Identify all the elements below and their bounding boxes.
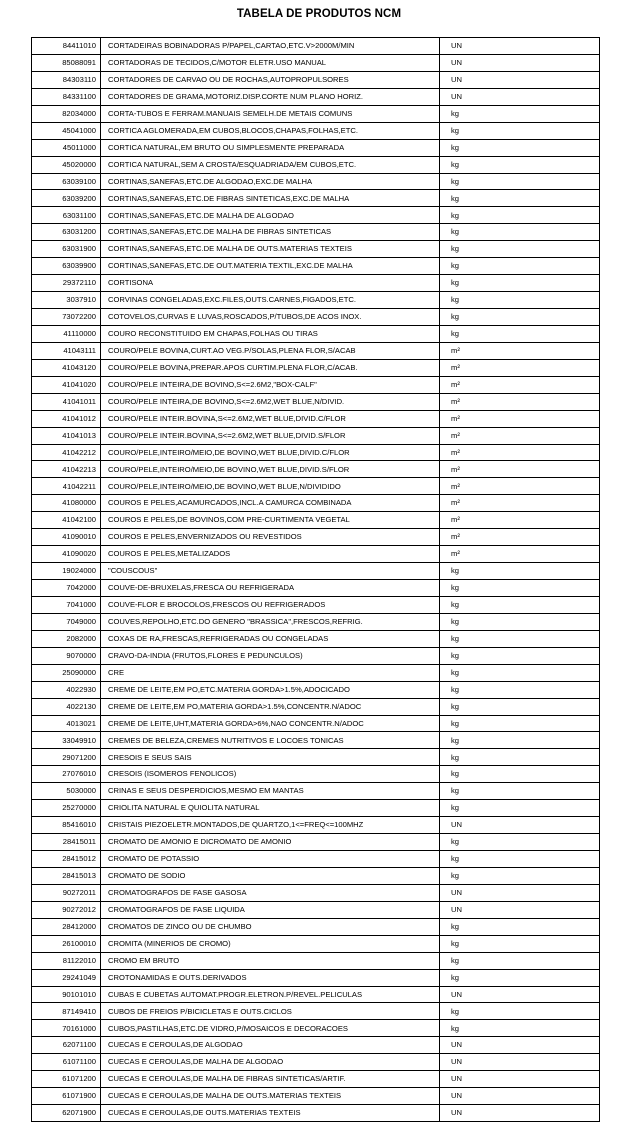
ncm-code-cell: 63039900 [32, 258, 101, 275]
table-row [32, 1071, 600, 1088]
table-row [32, 258, 600, 275]
table-row [32, 71, 600, 88]
ncm-code-cell: 45011000 [32, 139, 101, 156]
unit-cell: kg [440, 580, 600, 597]
ncm-code-cell: 26100010 [32, 935, 101, 952]
table-row [32, 241, 600, 258]
unit-cell: kg [440, 867, 600, 884]
description-cell: COUVE-FLOR E BROCOLOS,FRESCOS OU REFRIGERADOS [101, 596, 440, 613]
ncm-code-cell: 63031200 [32, 224, 101, 241]
description-cell: COXAS DE RA,FRESCAS,REFRIGERADAS OU CONGELADAS [101, 630, 440, 647]
table-row [32, 681, 600, 698]
description-cell: CUECAS E CEROULAS,DE MALHA DE ALGODAO [101, 1054, 440, 1071]
unit-cell: kg [440, 190, 600, 207]
ncm-code-cell: 41041013 [32, 427, 101, 444]
table-row [32, 867, 600, 884]
table-row [32, 38, 600, 55]
unit-cell: m² [440, 376, 600, 393]
table-row [32, 901, 600, 918]
unit-cell: UN [440, 38, 600, 55]
table-row [32, 664, 600, 681]
table-row [32, 156, 600, 173]
description-cell: CORVINAS CONGELADAS,EXC.FILES,OUTS.CARNES,FIGADOS,ETC. [101, 292, 440, 309]
ncm-code-cell: 90101010 [32, 986, 101, 1003]
description-cell: CREME DE LEITE,EM PO,MATERIA GORDA>1.5%,CONCENTR.N/ADOC [101, 698, 440, 715]
table-row [32, 800, 600, 817]
description-cell: COUROS E PELES,ACAMURCADOS,INCL.A CAMURCA COMBINADA [101, 495, 440, 512]
table-row [32, 275, 600, 292]
description-cell: COURO/PELE BOVINA,PREPAR.APOS CURTIM.PLENA FLOR,C/ACAB. [101, 359, 440, 376]
description-cell: CROMO EM BRUTO [101, 952, 440, 969]
table-row [32, 766, 600, 783]
unit-cell: UN [440, 1105, 600, 1122]
unit-cell: kg [440, 207, 600, 224]
unit-cell: kg [440, 800, 600, 817]
description-cell: CRINAS E SEUS DESPERDICIOS,MESMO EM MANTAS [101, 783, 440, 800]
unit-cell: m² [440, 393, 600, 410]
table-row [32, 715, 600, 732]
table-row [32, 495, 600, 512]
unit-cell: kg [440, 1003, 600, 1020]
unit-cell: m² [440, 427, 600, 444]
unit-cell: kg [440, 783, 600, 800]
ncm-code-cell: 87149410 [32, 1003, 101, 1020]
unit-cell: kg [440, 241, 600, 258]
description-cell: COURO RECONSTITUIDO EM CHAPAS,FOLHAS OU TIRAS [101, 325, 440, 342]
unit-cell: m² [440, 512, 600, 529]
ncm-code-cell: 41090010 [32, 529, 101, 546]
table-row [32, 596, 600, 613]
description-cell: CROMATO DE SODIO [101, 867, 440, 884]
unit-cell: m² [440, 359, 600, 376]
ncm-code-cell: 62071100 [32, 1037, 101, 1054]
unit-cell: kg [440, 952, 600, 969]
table-row [32, 444, 600, 461]
table-row [32, 224, 600, 241]
description-cell: CROMATOGRAFOS DE FASE GASOSA [101, 884, 440, 901]
products-table-body [32, 38, 600, 1122]
ncm-code-cell: 3037910 [32, 292, 101, 309]
unit-cell: UN [440, 71, 600, 88]
table-row [32, 105, 600, 122]
table-row [32, 309, 600, 326]
unit-cell: kg [440, 596, 600, 613]
table-row [32, 613, 600, 630]
description-cell: COUROS E PELES,DE BOVINOS,COM PRE-CURTIMENTA VEGETAL [101, 512, 440, 529]
unit-cell: kg [440, 630, 600, 647]
table-row [32, 512, 600, 529]
ncm-code-cell: 41043120 [32, 359, 101, 376]
unit-cell: kg [440, 715, 600, 732]
description-cell: CORTA-TUBOS E FERRAM.MANUAIS SEMELH.DE METAIS COMUNS [101, 105, 440, 122]
table-row [32, 410, 600, 427]
unit-cell: UN [440, 901, 600, 918]
table-row [32, 190, 600, 207]
ncm-code-cell: 5030000 [32, 783, 101, 800]
description-cell: CORTADORAS DE TECIDOS,C/MOTOR ELETR.USO MANUAL [101, 54, 440, 71]
ncm-code-cell: 4022130 [32, 698, 101, 715]
description-cell: CORTINAS,SANEFAS,ETC.DE MALHA DE ALGODAO [101, 207, 440, 224]
ncm-code-cell: 29241049 [32, 969, 101, 986]
description-cell: COURO/PELE INTEIR.BOVINA,S<=2.6M2,WET BLUE,DIVID.S/FLOR [101, 427, 440, 444]
description-cell: COTOVELOS,CURVAS E LUVAS,ROSCADOS,P/TUBOS,DE ACOS INOX. [101, 309, 440, 326]
table-row [32, 529, 600, 546]
unit-cell: kg [440, 275, 600, 292]
description-cell: CORTINAS,SANEFAS,ETC.DE ALGODAO,EXC.DE MALHA [101, 173, 440, 190]
table-row [32, 1037, 600, 1054]
description-cell: CORTADORES DE GRAMA,MOTORIZ.DISP.CORTE NUM PLANO HORIZ. [101, 88, 440, 105]
description-cell: CREME DE LEITE,EM PO,ETC.MATERIA GORDA>1.5%,ADOCICADO [101, 681, 440, 698]
unit-cell: kg [440, 173, 600, 190]
table-row [32, 834, 600, 851]
unit-cell: kg [440, 563, 600, 580]
unit-cell: kg [440, 766, 600, 783]
unit-cell: kg [440, 309, 600, 326]
description-cell: CROMITA (MINERIOS DE CROMO) [101, 935, 440, 952]
unit-cell: m² [440, 342, 600, 359]
unit-cell: UN [440, 884, 600, 901]
description-cell: COURO/PELE BOVINA,CURT.AO VEG.P/SOLAS,PLENA FLOR,S/ACAB [101, 342, 440, 359]
description-cell: CROMATOS DE ZINCO OU DE CHUMBO [101, 918, 440, 935]
table-row [32, 54, 600, 71]
ncm-code-cell: 62071900 [32, 1105, 101, 1122]
unit-cell: m² [440, 529, 600, 546]
unit-cell: kg [440, 613, 600, 630]
description-cell: CORTADORES DE CARVAO OU DE ROCHAS,AUTOPROPULSORES [101, 71, 440, 88]
unit-cell: m² [440, 478, 600, 495]
ncm-code-cell: 41042213 [32, 461, 101, 478]
description-cell: CRESOIS (ISOMEROS FENOLICOS) [101, 766, 440, 783]
unit-cell: kg [440, 105, 600, 122]
table-row [32, 851, 600, 868]
table-row [32, 817, 600, 834]
unit-cell: kg [440, 698, 600, 715]
ncm-code-cell: 7042000 [32, 580, 101, 597]
table-row [32, 935, 600, 952]
table-row [32, 1105, 600, 1122]
table-row [32, 207, 600, 224]
table-row [32, 359, 600, 376]
table-row [32, 461, 600, 478]
ncm-code-cell: 63031900 [32, 241, 101, 258]
description-cell: CORTICA NATURAL,EM BRUTO OU SIMPLESMENTE PREPARADA [101, 139, 440, 156]
description-cell: CUECAS E CEROULAS,DE MALHA DE FIBRAS SINTETICAS/ARTIF. [101, 1071, 440, 1088]
table-row [32, 139, 600, 156]
unit-cell: kg [440, 224, 600, 241]
ncm-code-cell: 33049910 [32, 732, 101, 749]
ncm-code-cell: 63039200 [32, 190, 101, 207]
unit-cell: UN [440, 54, 600, 71]
description-cell: CUBOS,PASTILHAS,ETC.DE VIDRO,P/MOSAICOS E DECORACOES [101, 1020, 440, 1037]
description-cell: COUVE-DE-BRUXELAS,FRESCA OU REFRIGERADA [101, 580, 440, 597]
unit-cell: kg [440, 325, 600, 342]
table-row [32, 546, 600, 563]
description-cell: CORTINAS,SANEFAS,ETC.DE MALHA DE FIBRAS SINTETICAS [101, 224, 440, 241]
table-row [32, 969, 600, 986]
description-cell: CORTICA AGLOMERADA,EM CUBOS,BLOCOS,CHAPAS,FOLHAS,ETC. [101, 122, 440, 139]
unit-cell: kg [440, 1020, 600, 1037]
unit-cell: UN [440, 986, 600, 1003]
ncm-code-cell: 29071200 [32, 749, 101, 766]
ncm-code-cell: 19024000 [32, 563, 101, 580]
table-row [32, 630, 600, 647]
ncm-code-cell: 90272012 [32, 901, 101, 918]
description-cell: CORTISONA [101, 275, 440, 292]
ncm-code-cell: 4022930 [32, 681, 101, 698]
ncm-code-cell: 45041000 [32, 122, 101, 139]
description-cell: COUROS E PELES,ENVERNIZADOS OU REVESTIDOS [101, 529, 440, 546]
ncm-code-cell: 70161000 [32, 1020, 101, 1037]
table-row [32, 563, 600, 580]
ncm-code-cell: 41042211 [32, 478, 101, 495]
description-cell: CRISTAIS PIEZOELETR.MONTADOS,DE QUARTZO,1<=FREQ<=100MHZ [101, 817, 440, 834]
ncm-code-cell: 2082000 [32, 630, 101, 647]
unit-cell: kg [440, 681, 600, 698]
table-row [32, 986, 600, 1003]
table-row [32, 342, 600, 359]
description-cell: CRE [101, 664, 440, 681]
table-row [32, 1054, 600, 1071]
ncm-code-cell: 28412000 [32, 918, 101, 935]
unit-cell: m² [440, 444, 600, 461]
description-cell: CUBAS E CUBETAS AUTOMAT.PROGR.ELETRON.P/REVEL.PELICULAS [101, 986, 440, 1003]
ncm-code-cell: 41041011 [32, 393, 101, 410]
ncm-code-cell: 73072200 [32, 309, 101, 326]
ncm-code-cell: 27076010 [32, 766, 101, 783]
ncm-code-cell: 84303110 [32, 71, 101, 88]
description-cell: CORTICA NATURAL,SEM A CROSTA/ESQUADRIADA/EM CUBOS,ETC. [101, 156, 440, 173]
table-row [32, 1088, 600, 1105]
unit-cell: kg [440, 732, 600, 749]
description-cell: COURO/PELE INTEIRA,DE BOVINO,S<=2.6M2,"BOX-CALF" [101, 376, 440, 393]
unit-cell: UN [440, 88, 600, 105]
unit-cell: m² [440, 495, 600, 512]
ncm-code-cell: 41090020 [32, 546, 101, 563]
description-cell: CUECAS E CEROULAS,DE MALHA DE OUTS.MATERIAS TEXTEIS [101, 1088, 440, 1105]
ncm-code-cell: 25090000 [32, 664, 101, 681]
description-cell: CUECAS E CEROULAS,DE OUTS.MATERIAS TEXTEIS [101, 1105, 440, 1122]
ncm-code-cell: 29372110 [32, 275, 101, 292]
description-cell: CORTADEIRAS BOBINADORAS P/PAPEL,CARTAO,ETC.V>2000M/MIN [101, 38, 440, 55]
table-row [32, 376, 600, 393]
description-cell: CORTINAS,SANEFAS,ETC.DE MALHA DE OUTS.MATERIAS TEXTEIS [101, 241, 440, 258]
unit-cell: UN [440, 1054, 600, 1071]
description-cell: CROTONAMIDAS E OUTS.DERIVADOS [101, 969, 440, 986]
ncm-code-cell: 81122010 [32, 952, 101, 969]
description-cell: CROMATO DE AMONIO E DICROMATO DE AMONIO [101, 834, 440, 851]
ncm-code-cell: 41041012 [32, 410, 101, 427]
products-table [31, 37, 600, 1122]
description-cell: CRIOLITA NATURAL E QUIOLITA NATURAL [101, 800, 440, 817]
unit-cell: m² [440, 546, 600, 563]
unit-cell: kg [440, 969, 600, 986]
table-row [32, 1020, 600, 1037]
table-row [32, 647, 600, 664]
table-row [32, 292, 600, 309]
description-cell: CROMATOGRAFOS DE FASE LIQUIDA [101, 901, 440, 918]
unit-cell: UN [440, 1071, 600, 1088]
table-row [32, 325, 600, 342]
unit-cell: kg [440, 139, 600, 156]
unit-cell: kg [440, 647, 600, 664]
ncm-code-cell: 28415012 [32, 851, 101, 868]
unit-cell: UN [440, 1088, 600, 1105]
unit-cell: m² [440, 461, 600, 478]
unit-cell: kg [440, 749, 600, 766]
description-cell: "COUSCOUS" [101, 563, 440, 580]
table-row [32, 427, 600, 444]
ncm-code-cell: 41080000 [32, 495, 101, 512]
ncm-code-cell: 85088091 [32, 54, 101, 71]
description-cell: COURO/PELE,INTEIRO/MEIO,DE BOVINO,WET BLUE,DIVID.C/FLOR [101, 444, 440, 461]
description-cell: CRAVO-DA-INDIA (FRUTOS,FLORES E PEDUNCULOS) [101, 647, 440, 664]
description-cell: COURO/PELE,INTEIRO/MEIO,DE BOVINO,WET BLUE,N/DIVIDIDO [101, 478, 440, 495]
ncm-code-cell: 63039100 [32, 173, 101, 190]
unit-cell: kg [440, 664, 600, 681]
unit-cell: m² [440, 410, 600, 427]
description-cell: CUECAS E CEROULAS,DE ALGODAO [101, 1037, 440, 1054]
description-cell: COURO/PELE INTEIRA,DE BOVINO,S<=2.6M2,WET BLUE,N/DIVID. [101, 393, 440, 410]
description-cell: CORTINAS,SANEFAS,ETC.DE FIBRAS SINTETICAS,EXC.DE MALHA [101, 190, 440, 207]
page-title: TABELA DE PRODUTOS NCM [236, 8, 402, 20]
description-cell: COURO/PELE INTEIR.BOVINA,S<=2.6M2,WET BLUE,DIVID.C/FLOR [101, 410, 440, 427]
ncm-code-cell: 90272011 [32, 884, 101, 901]
description-cell: CORTINAS,SANEFAS,ETC.DE OUT.MATERIA TEXTIL,EXC.DE MALHA [101, 258, 440, 275]
ncm-code-cell: 63031100 [32, 207, 101, 224]
table-row [32, 1003, 600, 1020]
unit-cell: kg [440, 292, 600, 309]
ncm-code-cell: 28415011 [32, 834, 101, 851]
ncm-code-cell: 85416010 [32, 817, 101, 834]
description-cell: CREME DE LEITE,UHT,MATERIA GORDA>6%,NAO CONCENTR.N/ADOC [101, 715, 440, 732]
description-cell: COUVES,REPOLHO,ETC.DO GENERO "BRASSICA",FRESCOS,REFRIG. [101, 613, 440, 630]
ncm-code-cell: 45020000 [32, 156, 101, 173]
description-cell: CROMATO DE POTASSIO [101, 851, 440, 868]
table-row [32, 884, 600, 901]
ncm-code-cell: 25270000 [32, 800, 101, 817]
ncm-code-cell: 7049000 [32, 613, 101, 630]
ncm-code-cell: 4013021 [32, 715, 101, 732]
description-cell: CRESOIS E SEUS SAIS [101, 749, 440, 766]
table-row [32, 783, 600, 800]
table-row [32, 393, 600, 410]
description-cell: CREMES DE BELEZA,CREMES NUTRITIVOS E LOCOES TONICAS [101, 732, 440, 749]
ncm-code-cell: 41110000 [32, 325, 101, 342]
ncm-code-cell: 84411010 [32, 38, 101, 55]
unit-cell: kg [440, 918, 600, 935]
description-cell: COUROS E PELES,METALIZADOS [101, 546, 440, 563]
unit-cell: kg [440, 258, 600, 275]
ncm-code-cell: 82034000 [32, 105, 101, 122]
ncm-code-cell: 61071100 [32, 1054, 101, 1071]
ncm-code-cell: 7041000 [32, 596, 101, 613]
unit-cell: kg [440, 122, 600, 139]
ncm-code-cell: 41042100 [32, 512, 101, 529]
table-row [32, 749, 600, 766]
table-row [32, 698, 600, 715]
unit-cell: kg [440, 935, 600, 952]
unit-cell: kg [440, 156, 600, 173]
table-row [32, 580, 600, 597]
ncm-code-cell: 41043111 [32, 342, 101, 359]
table-row [32, 732, 600, 749]
unit-cell: kg [440, 851, 600, 868]
ncm-code-cell: 61071900 [32, 1088, 101, 1105]
ncm-code-cell: 61071200 [32, 1071, 101, 1088]
unit-cell: kg [440, 834, 600, 851]
table-row [32, 918, 600, 935]
unit-cell: UN [440, 1037, 600, 1054]
table-row [32, 173, 600, 190]
description-cell: CUBOS DE FREIOS P/BICICLETAS E OUTS.CICLOS [101, 1003, 440, 1020]
ncm-code-cell: 41041020 [32, 376, 101, 393]
table-row [32, 122, 600, 139]
table-row [32, 478, 600, 495]
description-cell: COURO/PELE,INTEIRO/MEIO,DE BOVINO,WET BLUE,DIVID.S/FLOR [101, 461, 440, 478]
ncm-code-cell: 9070000 [32, 647, 101, 664]
ncm-code-cell: 41042212 [32, 444, 101, 461]
ncm-code-cell: 28415013 [32, 867, 101, 884]
table-row [32, 88, 600, 105]
table-row [32, 952, 600, 969]
unit-cell: UN [440, 817, 600, 834]
ncm-code-cell: 84331100 [32, 88, 101, 105]
